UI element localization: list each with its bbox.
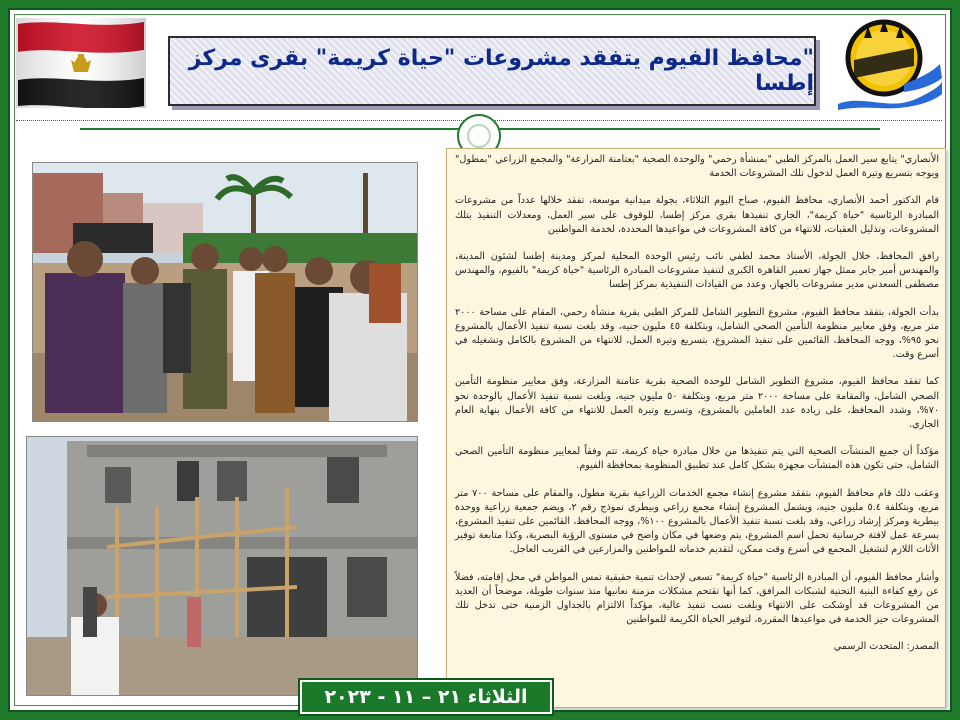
article-paragraph: بدأت الجولة، بتفقد محافظ الفيوم، مشروع التطوير الشامل للمركز الطبي بقرية منشأة رحمي، المقام على مساحة ٢٠٠٠ متر مربع، وفق معايير منظومة التأمين الصحي الشامل، وبتكلفة ٤٥ مليون جنيه، وقد بلغت نسبة تنفيذ الأعمال بالمشروع نحو ٩٥%، ووجه المحافظ، القائمين على تنفيذ المشروع، بتسريع وتيرة العمل، للانتهاء من المشروع بالكامل وتشغيله في أسرع وقت. bbox=[455, 306, 940, 361]
article-paragraph: كما تفقد محافظ الفيوم، مشروع التطوير الشامل للوحدة الصحية بقرية عتامنة المزارعة، وفق معايير منظومة التأمين الصحي الشامل، والمقامة على مساحة ٢٠٠٠ متر مربع، وبتكلفة ٥٠ مليون جنيه، وبلغت نسبة تنفيذ الأعمال بالوحدة نحو ٧٠%، وشدد المحافظ، على زيادة عدد العاملين بالمشروع، وتسريع وتيرة العمل للانتهاء من كافة الأعمال بنهاية العام الجاري. bbox=[455, 376, 939, 431]
photo-officials-inspecting bbox=[32, 162, 418, 422]
article-source: المصدر: المتحدث الرسمي bbox=[833, 641, 939, 653]
article-paragraph: الأنصاري" يتابع سير العمل بالمركز الطبي "بمنشأة رحمي" والوحدة الصحية "بعتامنة المزارعة" والمجمع الزراعي "بمطول" ويوجه بتسريع وتيرة العمل لدخول تلك المشروعات الخدمة bbox=[455, 154, 939, 180]
date-text: الثلاثاء ٢١ – ١١ - ٢٠٢٣ bbox=[324, 686, 528, 708]
page-title: "محافظ الفيوم يتفقد مشروعات "حياة كريمة" بقرى مركز إطسا bbox=[188, 46, 814, 96]
photo-building-construction bbox=[26, 436, 418, 696]
article-paragraph: وأشار محافظ الفيوم، أن المبادرة الرئاسية "حياة كريمة" تسعى لإحداث تنمية حقيقية تمس المواطن في محل إقامته، فضلاً عن رفع كفاءة البنية التحتية لشبكات المرافق، كما أنها تقتحم مشكلات مزمنة نعانيها منذ سنوات طويلة، موضحاً أن العديد من المشروعات قد أوشكت على الانتهاء وبلغت نسب تنفيذ عالية، مؤكداً الالتزام بالجداول الزمنية حتى تدخل تلك المشروعات حيز الخدمة في مواعيدها المقررة، لتوفير الحياة الكريمة للمواطنين bbox=[455, 571, 939, 626]
title-banner bbox=[168, 36, 816, 106]
egypt-flag-icon bbox=[16, 18, 146, 108]
fayoum-governorate-logo bbox=[834, 18, 944, 112]
date-banner bbox=[300, 680, 552, 714]
article-paragraph: وعقب ذلك قام محافظ الفيوم، بتفقد مشروع إنشاء مجمع الخدمات الزراعية بقرية مطول، والمقام على مساحة ٧٠٠ متر مربع، وبتكلفة ٥.٤ مليون جنيه، ويشمل المشروع إنشاء مجمع زراعي وبيطري نموذج رقم ٢، ويضم جمعية زراعية ووحدة بيطرية ومركز إرشاد زراعي، وقد بلغت نسبة تنفيذ الأعمال بالمشروع ١٠٠%، ووجه المحافظ، القائمين على تنفيذ المشروع، بسرعة عمل لافتة خرسانية تحمل اسم المشروع، يتم وضعها في مكان واضح في مستوى الرؤية البصرية، وكذا متابعة توفير الأثاث اللازم لتشغيل المجمع في أسرع وقت ممكن، لتقديم خدماته للمواطنين والمزارعين في القريب العاجل. bbox=[455, 487, 940, 556]
article-paragraph: قام الدكتور أحمد الأنصاري، محافظ الفيوم، صباح اليوم الثلاثاء، بجولة ميدانية موسعة، تفقد خلالها عدداً من مشروعات المبادرة الرئاسية "حياة كريمة"، الجاري تنفيذها بقرى مركز إطسا، للوقوف على سير العمل، ومعدلات التنفيذ بتلك المشروعات، وتذليل العقبات، للانتهاء من كافة المشروعات في مواعيدها المحددة، لخدمة المواطنين bbox=[455, 195, 939, 235]
article-paragraph: رافق المحافظ، خلال الجولة، الأستاذ محمد لطفي نائب رئيس الوحدة المحلية لمركز ومدينة إطسا لشئون المدينة، والمهندس أمير جابر ممثل جهاز تعمير القاهرة الكبرى لتنفيذ مشروعات المبادرة الرئاسية "حياة كريمة" بالفيوم، والمهندس مصطفى السعدني مدير مشروعات بالجهاز، وعدد من القيادات التنفيذية بمركز إطسا bbox=[455, 251, 939, 291]
article-panel bbox=[446, 148, 946, 708]
article-paragraph: مؤكداً أن جميع المنشآت الصحية التي يتم تنفيذها من خلال مبادرة حياة كريمة، تتم وفقاً لمعايير منظومة التأمين الصحي الشامل، حتى تكون هذه المنشآت مجهزة بشكل كامل عند تطبيق المنظومة بمحافظة الفيوم. bbox=[455, 446, 939, 472]
